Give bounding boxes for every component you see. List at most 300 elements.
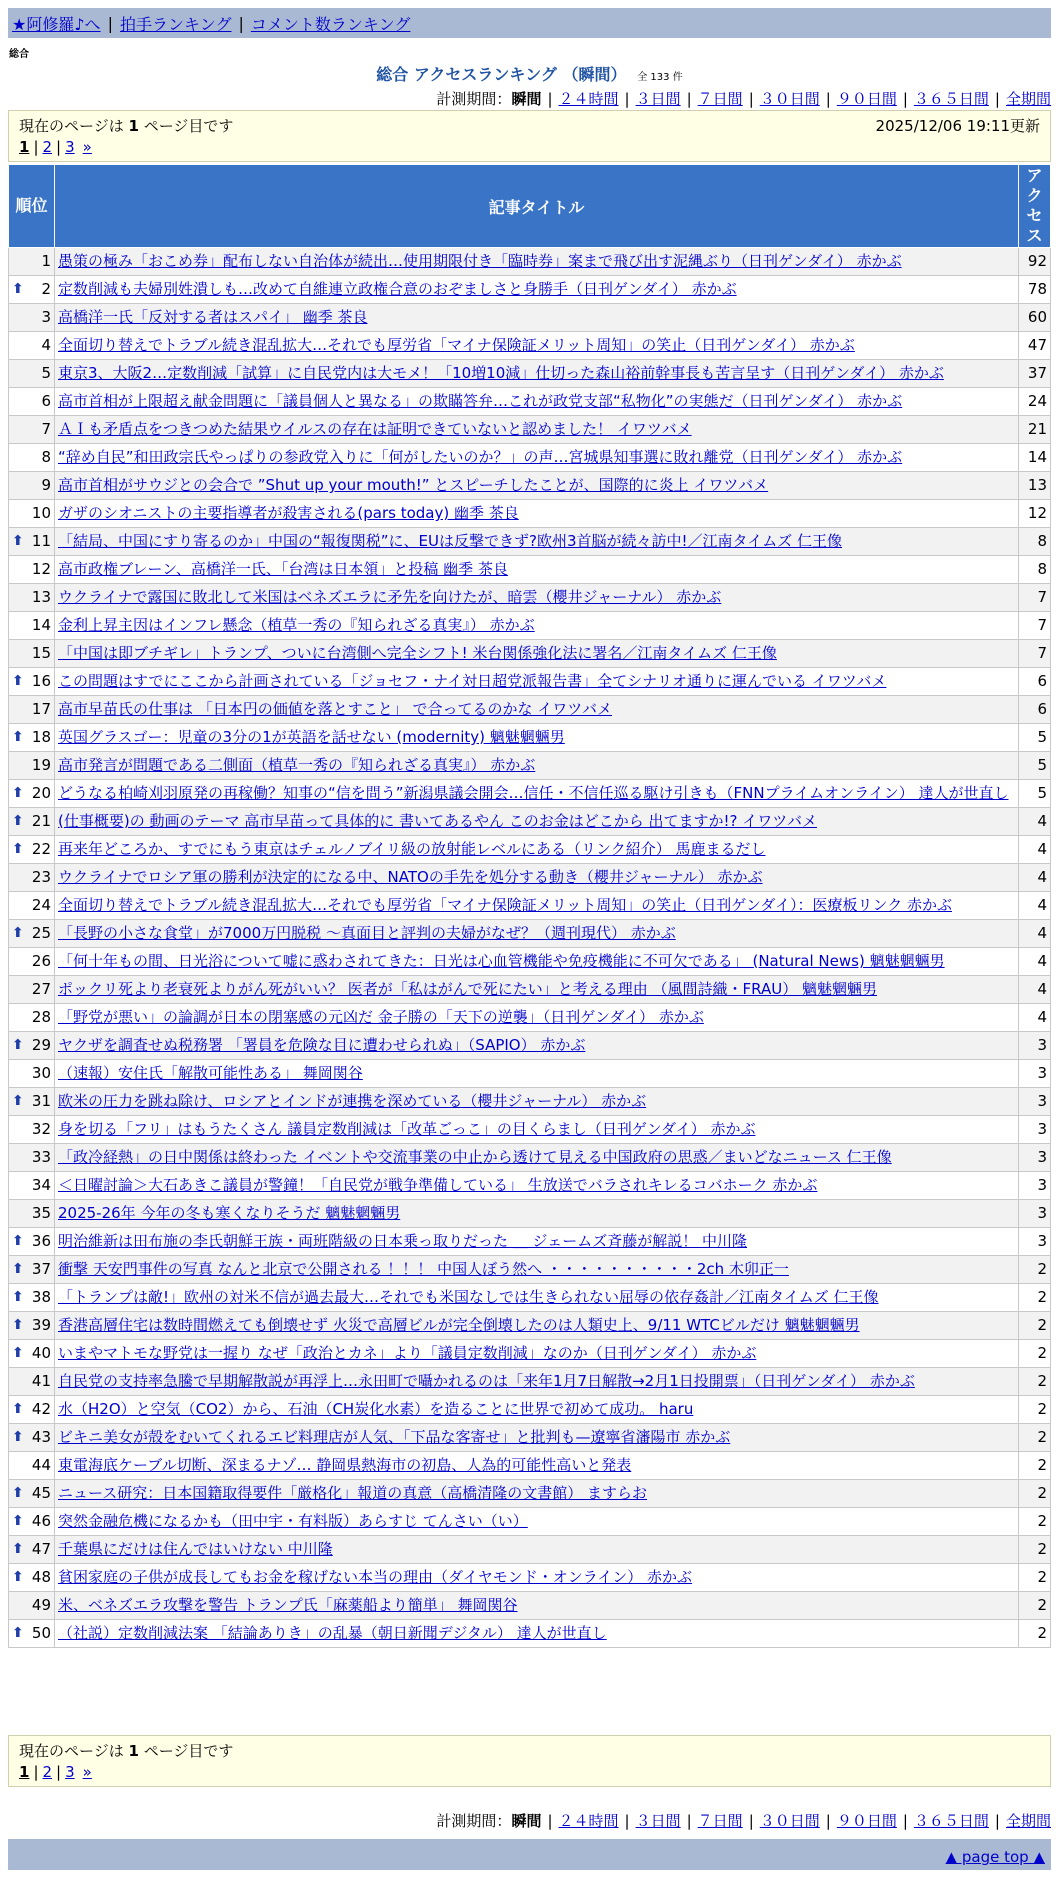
article-title-link[interactable]: 定数削減も夫婦別姓潰しも…改めて自維連立政権合意のおぞましさと身勝手（日刊ゲンダイ） 赤かぶ xyxy=(58,280,737,298)
rank-cell xyxy=(9,808,55,836)
access-count: 3 xyxy=(1019,1116,1051,1144)
rank-number: 46 xyxy=(31,1512,51,1530)
article-title-link[interactable]: 貧困家庭の子供が成長してもお金を稼げない本当の理由（ダイヤモンド・オンライン） 赤かぶ xyxy=(58,1568,693,1586)
rank-number: 17 xyxy=(31,700,51,718)
access-count: 2 xyxy=(1019,1508,1051,1536)
up-arrow-icon: ⬆ xyxy=(12,1485,24,1501)
access-count: 2 xyxy=(1019,1312,1051,1340)
title-cell xyxy=(55,1368,1019,1396)
title-cell xyxy=(55,640,1019,668)
article-title-link[interactable]: 高橋洋一氏「反対する者はスパイ」 幽季 茶良 xyxy=(58,308,368,326)
article-title-link[interactable]: 全面切り替えでトラブル続き混乱拡大…それでも厚労省「マイナ保険証メリット周知」の笑止（日刊ゲンダイ）：医療板リンク 赤かぶ xyxy=(58,896,952,914)
rank-number: 42 xyxy=(31,1400,51,1418)
up-arrow-icon: ⬆ xyxy=(12,1093,24,1109)
pager-next-link[interactable]: » xyxy=(82,1763,92,1781)
title-cell xyxy=(55,360,1019,388)
rank-cell xyxy=(9,1172,55,1200)
title-cell xyxy=(55,1172,1019,1200)
rank-cell xyxy=(9,556,55,584)
pager-page-link[interactable]: 2 xyxy=(42,1763,53,1781)
article-title-link[interactable]: 高市首相がサウジとの会合で ”Shut up your mouth!” とスピーチしたことが、国際的に炎上 イワツバメ xyxy=(58,476,769,494)
rank-number: 49 xyxy=(31,1596,51,1614)
rank-number: 10 xyxy=(31,504,51,522)
rank-cell xyxy=(9,304,55,332)
up-arrow-icon: ⬆ xyxy=(12,813,24,829)
period-separator: | xyxy=(686,90,692,108)
access-count: 4 xyxy=(1019,864,1051,892)
period-label: 計測期間： xyxy=(436,90,512,108)
access-count: 78 xyxy=(1019,276,1051,304)
rank-cell xyxy=(9,1032,55,1060)
page-title: 総合 アクセスランキング （瞬間） xyxy=(376,65,627,84)
article-title-link[interactable]: ヤクザを調査せぬ税務署 「署員を危険な目に遭わせられぬ」（SAPIO） 赤かぶ xyxy=(58,1036,586,1054)
article-title-link[interactable]: 香港高層住宅は数時間燃えても倒壊せず 火災で高層ビルが完全倒壊したのは人類史上、9/11 WTCビルだけ 魑魅魍魎男 xyxy=(58,1316,860,1334)
period-separator: | xyxy=(547,1812,553,1830)
rank-cell xyxy=(9,1256,55,1284)
up-arrow-icon: ⬆ xyxy=(12,1037,24,1053)
period-separator: | xyxy=(825,90,831,108)
title-cell xyxy=(55,1508,1019,1536)
article-title-link[interactable]: 明治維新は田布施の李氏朝鮮王族・両班階級の日本乗っ取りだった ＿ ジェームズ斉藤が解説！ 中川隆 xyxy=(58,1232,748,1250)
rank-number: 8 xyxy=(41,448,51,466)
rank-number: 18 xyxy=(31,728,51,746)
access-count: 7 xyxy=(1019,640,1051,668)
col-access-header: アクセス xyxy=(1019,165,1051,248)
pager-page-link[interactable]: 3 xyxy=(65,1763,75,1781)
table-row xyxy=(9,1088,1051,1116)
rank-cell xyxy=(9,1088,55,1116)
rank-cell xyxy=(9,388,55,416)
up-arrow-icon: ⬆ xyxy=(12,1261,24,1277)
rank-cell xyxy=(9,472,55,500)
pager-bottom xyxy=(19,1761,1040,1783)
rank-number: 15 xyxy=(31,644,51,662)
article-title-link[interactable]: ウクライナで露国に敗北して米国はベネズエラに矛先を向けたが、暗雲（櫻井ジャーナル） 赤かぶ xyxy=(58,588,722,606)
rank-number: 13 xyxy=(31,588,51,606)
col-rank-header: 順位 xyxy=(9,165,55,248)
rank-number: 31 xyxy=(31,1092,51,1110)
rank-cell xyxy=(9,248,55,276)
pager-current-page[interactable]: 1 xyxy=(19,1763,30,1781)
article-title-link[interactable]: 「トランプは敵!」欧州の対米不信が過去最大…それでも米国なしでは生きられない屈辱の依存姦計／江南タイムズ 仁王像 xyxy=(58,1288,879,1306)
table-row xyxy=(9,920,1051,948)
title-cell xyxy=(55,948,1019,976)
article-title-link[interactable]: 千葉県にだけは住んではいけない 中川隆 xyxy=(58,1540,333,1558)
title-cell xyxy=(55,1144,1019,1172)
up-arrow-icon: ⬆ xyxy=(12,1345,24,1361)
article-title-link[interactable]: ポックリ死より老衰死よりがん死がいい？ 医者が「私はがんで死にたい」と考える理由 （風間詩織・FRAU） 魑魅魍魎男 xyxy=(58,980,877,998)
article-title-link[interactable]: 英国グラスゴー：児童の3分の1が英語を話せない (modernity) 魑魅魍魎男 xyxy=(58,728,565,746)
table-row xyxy=(9,500,1051,528)
access-count: 4 xyxy=(1019,836,1051,864)
table-row xyxy=(9,360,1051,388)
period-option-link[interactable]: ７日間 xyxy=(697,90,743,108)
access-count: 4 xyxy=(1019,808,1051,836)
access-count: 4 xyxy=(1019,1004,1051,1032)
table-row xyxy=(9,472,1051,500)
access-count: 3 xyxy=(1019,1144,1051,1172)
article-title-link[interactable]: 再来年どころか、すでにもう東京はチェルノブイリ級の放射能レベルにある（リンク紹介） 馬鹿まるだし xyxy=(58,840,766,858)
access-count: 24 xyxy=(1019,388,1051,416)
period-option-link[interactable]: ２４時間 xyxy=(558,1812,619,1830)
rank-number: 28 xyxy=(31,1008,51,1026)
page-status: 現在のページは 1 ページ目です xyxy=(19,116,234,135)
rank-cell xyxy=(9,528,55,556)
table-row xyxy=(9,248,1051,276)
article-title-link[interactable]: 高市政権ブレーン、高橋洋一氏、「台湾は日本領」と投稿 幽季 茶良 xyxy=(58,560,508,578)
title-row xyxy=(0,62,1059,85)
rank-cell xyxy=(9,780,55,808)
access-count: 2 xyxy=(1019,1284,1051,1312)
article-title-link[interactable]: 「野党が悪い」の論調が日本の閉塞感の元凶だ 金子勝の「天下の逆襲」（日刊ゲンダイ） 赤かぶ xyxy=(58,1008,704,1026)
rank-number: 41 xyxy=(31,1372,51,1390)
table-row xyxy=(9,1592,1051,1620)
title-cell xyxy=(55,752,1019,780)
article-title-link[interactable]: 高市早苗氏の仕事は 「日本円の価値を落とすこと」 で合ってるのかな イワツバメ xyxy=(58,700,613,718)
rank-number: 7 xyxy=(41,420,51,438)
access-count: 7 xyxy=(1019,612,1051,640)
period-selector-top xyxy=(436,88,1051,109)
access-count: 3 xyxy=(1019,1088,1051,1116)
title-cell xyxy=(55,276,1019,304)
access-count: 2 xyxy=(1019,1452,1051,1480)
period-option-link[interactable]: ３６５日間 xyxy=(913,1812,989,1830)
period-option-link[interactable]: 全期間 xyxy=(1005,1812,1051,1830)
ranking-table xyxy=(8,164,1051,1648)
access-count: 2 xyxy=(1019,1536,1051,1564)
title-cell xyxy=(55,1536,1019,1564)
rank-cell xyxy=(9,416,55,444)
rank-number: 22 xyxy=(31,840,51,858)
access-count: 3 xyxy=(1019,1060,1051,1088)
title-cell xyxy=(55,920,1019,948)
table-row xyxy=(9,1172,1051,1200)
article-title-link[interactable]: （速報）安住氏「解散可能性ある」 舞岡関谷 xyxy=(58,1064,363,1082)
page-status: 現在のページは 1 ページ目です xyxy=(19,1741,234,1760)
title-cell xyxy=(55,556,1019,584)
period-label: 計測期間： xyxy=(436,1812,512,1830)
table-row xyxy=(9,892,1051,920)
pager-top xyxy=(19,136,1040,158)
title-cell xyxy=(55,1200,1019,1228)
access-count: 2 xyxy=(1019,1564,1051,1592)
rank-cell xyxy=(9,1452,55,1480)
up-arrow-icon: ⬆ xyxy=(12,1429,24,1445)
period-option-link[interactable]: ９０日間 xyxy=(836,1812,897,1830)
rank-cell xyxy=(9,360,55,388)
article-title-link[interactable]: 衝撃 天安門事件の写真 なんと北京で公開される ！！！ 中国人ぼう然へ ・・・・・・・・・・2ch 木卯正一 xyxy=(58,1260,789,1278)
nav-link-comment-ranking[interactable]: コメント数ランキング xyxy=(250,14,411,34)
title-cell xyxy=(55,1088,1019,1116)
rank-cell xyxy=(9,836,55,864)
article-title-link[interactable]: 金利上昇主因はインフレ懸念（植草一秀の『知られざる真実』） 赤かぶ xyxy=(58,616,535,634)
table-row xyxy=(9,332,1051,360)
article-title-link[interactable]: どうなる柏崎刈羽原発の再稼働？知事の“信を問う”新潟県議会開会…信任・不信任巡る駆け引きも（FNNプライムオンライン） 達人が世直し xyxy=(58,784,1009,802)
period-current: 瞬間 xyxy=(511,90,542,108)
up-arrow-icon: ⬆ xyxy=(12,533,24,549)
period-option-link[interactable]: ３６５日間 xyxy=(913,90,989,108)
table-row xyxy=(9,948,1051,976)
access-count: 6 xyxy=(1019,668,1051,696)
rank-number: 2 xyxy=(41,280,51,298)
table-row xyxy=(9,1536,1051,1564)
article-title-link[interactable]: 東京3、大阪2…定数削減「試算」に自民党内は大モメ！「10増10減」仕切った森山裕前幹事長も苦言呈す（日刊ゲンダイ） 赤かぶ xyxy=(58,364,944,382)
nav-separator: | xyxy=(238,13,244,33)
table-row xyxy=(9,752,1051,780)
period-option-link[interactable]: ３０日間 xyxy=(759,1812,820,1830)
access-count: 5 xyxy=(1019,752,1051,780)
article-title-link[interactable]: この問題はすでにここから計画されている「ジョセフ・ナイ対日超党派報告書」全てシナリオ通りに運んでいる イワツバメ xyxy=(58,672,887,690)
access-count: 60 xyxy=(1019,304,1051,332)
table-row xyxy=(9,696,1051,724)
table-row xyxy=(9,668,1051,696)
rank-cell xyxy=(9,696,55,724)
rank-number: 38 xyxy=(31,1288,51,1306)
period-separator: | xyxy=(748,90,754,108)
title-cell xyxy=(55,1424,1019,1452)
article-title-link[interactable]: 欧米の圧力を跳ね除け、ロシアとインドが連携を深めている（櫻井ジャーナル） 赤かぶ xyxy=(58,1092,647,1110)
article-title-link[interactable]: 東電海底ケーブル切断、深まるナゾ… 静岡県熱海市の初島、人為的可能性高いと発表 xyxy=(58,1456,632,1474)
table-row xyxy=(9,1564,1051,1592)
article-title-link[interactable]: 愚策の極み「おこめ券」配布しない自治体が続出…使用期限付き「臨時券」案まで飛び出す泥縄ぶり（日刊ゲンダイ） 赤かぶ xyxy=(58,252,902,270)
rank-cell xyxy=(9,332,55,360)
title-cell xyxy=(55,1452,1019,1480)
article-title-link[interactable]: 水（H2O）と空気（CO2）から、石油（CH炭化水素）を造ることに世界で初めて成功。 haru xyxy=(58,1400,694,1418)
rank-number: 35 xyxy=(31,1204,51,1222)
article-title-link[interactable]: 「政冷経熱」の日中関係は終わった イベントや交流事業の中止から透けて見える中国政府の思惑／まいどなニュース 仁王像 xyxy=(58,1148,892,1166)
rank-cell xyxy=(9,1284,55,1312)
table-row xyxy=(9,780,1051,808)
nav-link-applause-ranking[interactable]: 拍手ランキング xyxy=(119,14,232,34)
pager-current-page[interactable]: 1 xyxy=(19,138,30,156)
up-arrow-icon: ⬆ xyxy=(12,1541,24,1557)
table-row xyxy=(9,1228,1051,1256)
rank-cell xyxy=(9,864,55,892)
article-title-link[interactable]: 「長野の小さな食堂」が7000万円脱税 ～真面目と評判の夫婦がなぜ？（週刊現代） 赤かぶ xyxy=(58,924,676,942)
access-count: 2 xyxy=(1019,1480,1051,1508)
rank-cell xyxy=(9,276,55,304)
period-option-link[interactable]: ９０日間 xyxy=(836,90,897,108)
access-count: 13 xyxy=(1019,472,1051,500)
article-title-link[interactable]: ガザのシオニストの主要指導者が殺害される(pars today) 幽季 茶良 xyxy=(58,504,519,522)
footer-bar xyxy=(8,1839,1051,1870)
rank-number: 32 xyxy=(31,1120,51,1138)
table-row xyxy=(9,1368,1051,1396)
rank-number: 30 xyxy=(31,1064,51,1082)
up-arrow-icon: ⬆ xyxy=(12,841,24,857)
rank-number: 5 xyxy=(41,364,51,382)
article-title-link[interactable]: ウクライナでロシア軍の勝利が決定的になる中、NATOの手先を処分する動き（櫻井ジャーナル） 赤かぶ xyxy=(58,868,763,886)
updated-timestamp: 2025/12/06 19:11更新 xyxy=(875,116,1040,135)
rank-cell xyxy=(9,1228,55,1256)
rank-number: 12 xyxy=(31,560,51,578)
period-separator: | xyxy=(994,90,1000,108)
period-selector-bottom xyxy=(436,1810,1051,1831)
table-row xyxy=(9,640,1051,668)
rank-cell xyxy=(9,1004,55,1032)
table-row xyxy=(9,444,1051,472)
access-count: 92 xyxy=(1019,248,1051,276)
period-separator: | xyxy=(748,1812,754,1830)
rank-number: 47 xyxy=(31,1540,51,1558)
title-cell xyxy=(55,808,1019,836)
nav-link-ashura[interactable]: ★阿修羅♪へ xyxy=(12,14,101,34)
article-title-link[interactable]: 2025-26年 今年の冬も寒くなりそうだ 魑魅魍魎男 xyxy=(58,1204,401,1222)
pager-separator: | xyxy=(56,138,62,156)
rank-cell xyxy=(9,1060,55,1088)
access-count: 4 xyxy=(1019,976,1051,1004)
rank-number: 36 xyxy=(31,1232,51,1250)
top-nav xyxy=(8,8,1051,38)
rank-number: 34 xyxy=(31,1176,51,1194)
article-title-link[interactable]: いまやマトモな野党は一握り なぜ「政治とカネ」より「議員定数削減」なのか（日刊ゲンダイ） 赤かぶ xyxy=(58,1344,757,1362)
table-row xyxy=(9,304,1051,332)
title-cell xyxy=(55,1340,1019,1368)
rank-number: 6 xyxy=(41,392,51,410)
article-title-link[interactable]: 「結局、中国にすり寄るのか」中国の“報復関税”に、EUは反撃できず?欧州3首脳が続々訪中!／江南タイムズ 仁王像 xyxy=(58,532,842,550)
article-title-link[interactable]: 全面切り替えでトラブル続き混乱拡大…それでも厚労省「マイナ保険証メリット周知」の笑止（日刊ゲンダイ） 赤かぶ xyxy=(58,336,855,354)
title-cell xyxy=(55,416,1019,444)
title-cell xyxy=(55,1228,1019,1256)
title-cell xyxy=(55,1256,1019,1284)
rank-number: 9 xyxy=(41,476,51,494)
rank-cell xyxy=(9,612,55,640)
period-option-link[interactable]: ３日間 xyxy=(635,1812,681,1830)
rank-cell xyxy=(9,1620,55,1648)
rank-number: 1 xyxy=(41,252,51,270)
rank-cell xyxy=(9,1480,55,1508)
section-label: 総合 xyxy=(9,49,29,60)
article-title-link[interactable]: (仕事概要)の 動画のテーマ 高市早苗って具体的に 書いてあるやん このお金はどこから 出てますか!? イワツバメ xyxy=(58,812,817,830)
page-top-link[interactable]: ▲ page top ▲ xyxy=(945,1848,1045,1866)
article-title-link[interactable]: （社説）定数削減法案 「結論ありき」の乱暴（朝日新聞デジタル） 達人が世直し xyxy=(58,1624,607,1642)
table-row xyxy=(9,1508,1051,1536)
rank-cell xyxy=(9,1396,55,1424)
period-option-link[interactable]: ２４時間 xyxy=(558,90,619,108)
title-cell xyxy=(55,836,1019,864)
pager-next-link[interactable]: » xyxy=(82,138,92,156)
rank-number: 21 xyxy=(31,812,51,830)
title-cell xyxy=(55,696,1019,724)
title-cell xyxy=(55,1564,1019,1592)
article-title-link[interactable]: 身を切る「フリ」はもうたくさん 議員定数削減は「改革ごっこ」の目くらまし（日刊ゲンダイ） 赤かぶ xyxy=(58,1120,756,1138)
pager-page-link[interactable]: 3 xyxy=(65,138,75,156)
article-title-link[interactable]: ＡＩも矛盾点をつきつめた結果ウイルスの存在は証明できていないと認めました！ イワツバメ xyxy=(58,420,692,438)
table-row xyxy=(9,1284,1051,1312)
table-row xyxy=(9,1340,1051,1368)
rank-number: 40 xyxy=(31,1344,51,1362)
rank-number: 45 xyxy=(31,1484,51,1502)
table-row xyxy=(9,1312,1051,1340)
access-count: 2 xyxy=(1019,1368,1051,1396)
period-option-link[interactable]: 全期間 xyxy=(1005,90,1051,108)
article-title-link[interactable]: 「中国は即ブチギレ」トランプ、ついに台湾側へ完全シフト! 米台関係強化法に署名／江南タイムズ 仁王像 xyxy=(58,644,777,662)
article-title-link[interactable]: ニュース研究：日本国籍取得要件「厳格化」報道の真意（高橋清隆の文書館） ますらお xyxy=(58,1484,648,1502)
article-title-link[interactable]: “辞め自民”和田政宗氏やっぱりの参政党入りに「何がしたいのか？」の声…宮城県知事選に敗れ離党（日刊ゲンダイ） 赤かぶ xyxy=(58,448,903,466)
nav-separator: | xyxy=(107,13,113,33)
article-title-link[interactable]: 米、ベネズエラ攻撃を警告 トランプ氏「麻薬船より簡単」 舞岡関谷 xyxy=(58,1596,518,1614)
period-option-link[interactable]: ７日間 xyxy=(697,1812,743,1830)
up-arrow-icon: ⬆ xyxy=(12,729,24,745)
rank-number: 24 xyxy=(31,896,51,914)
title-cell xyxy=(55,780,1019,808)
up-arrow-icon: ⬆ xyxy=(12,1569,24,1585)
title-cell xyxy=(55,472,1019,500)
rank-cell xyxy=(9,1564,55,1592)
title-cell xyxy=(55,1312,1019,1340)
rank-cell xyxy=(9,1424,55,1452)
access-count: 47 xyxy=(1019,332,1051,360)
table-row xyxy=(9,528,1051,556)
rank-cell xyxy=(9,640,55,668)
period-separator: | xyxy=(624,90,630,108)
access-count: 21 xyxy=(1019,416,1051,444)
table-row xyxy=(9,416,1051,444)
table-row xyxy=(9,864,1051,892)
rank-cell xyxy=(9,1200,55,1228)
period-option-link[interactable]: ３日間 xyxy=(635,90,681,108)
rank-cell xyxy=(9,1536,55,1564)
up-arrow-icon: ⬆ xyxy=(12,1289,24,1305)
title-cell xyxy=(55,500,1019,528)
pager-page-link[interactable]: 2 xyxy=(42,138,53,156)
access-count: 8 xyxy=(1019,556,1051,584)
table-row xyxy=(9,1396,1051,1424)
article-title-link[interactable]: 自民党の支持率急騰で早期解散説が再浮上…永田町で囁かれるのは「来年1月7日解散→2月1日投開票」（日刊ゲンダイ） 赤かぶ xyxy=(58,1372,915,1390)
table-row xyxy=(9,724,1051,752)
title-cell xyxy=(55,1396,1019,1424)
period-separator: | xyxy=(547,90,553,108)
table-row xyxy=(9,276,1051,304)
table-row xyxy=(9,388,1051,416)
access-count: 2 xyxy=(1019,1424,1051,1452)
title-cell xyxy=(55,248,1019,276)
article-title-link[interactable]: ビキニ美女が殻をむいてくれるエビ料理店が人気、「下品な客寄せ」と批判も—遼寧省瀋陽市 赤かぶ xyxy=(58,1428,731,1446)
rank-cell xyxy=(9,976,55,1004)
rank-number: 25 xyxy=(31,924,51,942)
rank-cell xyxy=(9,1312,55,1340)
title-cell xyxy=(55,528,1019,556)
page-info-top xyxy=(8,110,1051,162)
title-cell xyxy=(55,1480,1019,1508)
access-count: 2 xyxy=(1019,1620,1051,1648)
col-title-header: 記事タイトル xyxy=(55,165,1019,248)
title-cell xyxy=(55,864,1019,892)
table-row xyxy=(9,1032,1051,1060)
access-count: 8 xyxy=(1019,528,1051,556)
title-cell xyxy=(55,388,1019,416)
title-cell xyxy=(55,1620,1019,1648)
rank-number: 26 xyxy=(31,952,51,970)
article-title-link[interactable]: 突然金融危機になるかも（田中宇・有料版）あらすじ てんさい（い） xyxy=(58,1512,528,1530)
rank-number: 3 xyxy=(41,308,51,326)
title-cell xyxy=(55,1032,1019,1060)
rank-number: 23 xyxy=(31,868,51,886)
article-title-link[interactable]: 高市発言が問題である二側面（植草一秀の『知られざる真実』） 赤かぶ xyxy=(58,756,536,774)
article-title-link[interactable]: 高市首相が上限超え献金問題に「議員個人と異なる」の欺瞞答弁…これが政党支部“私物化”の実態だ（日刊ゲンダイ） 赤かぶ xyxy=(58,392,903,410)
period-current: 瞬間 xyxy=(511,1812,542,1830)
article-title-link[interactable]: ＜日曜討論＞大石あきこ議員が警鐘！「自民党が戦争準備している」 生放送でバラされキレるコバホーク 赤かぶ xyxy=(58,1176,818,1194)
table-row xyxy=(9,556,1051,584)
rank-number: 4 xyxy=(41,336,51,354)
title-cell xyxy=(55,892,1019,920)
period-separator: | xyxy=(902,90,908,108)
period-option-link[interactable]: ３０日間 xyxy=(759,90,820,108)
article-title-link[interactable]: 「何十年もの間、日光浴について嘘に惑わされてきた：日光は心血管機能や免疫機能に不可欠である」 (Natural News) 魑魅魍魎男 xyxy=(58,952,945,970)
table-row xyxy=(9,1480,1051,1508)
up-arrow-icon: ⬆ xyxy=(12,1233,24,1249)
access-count: 12 xyxy=(1019,500,1051,528)
